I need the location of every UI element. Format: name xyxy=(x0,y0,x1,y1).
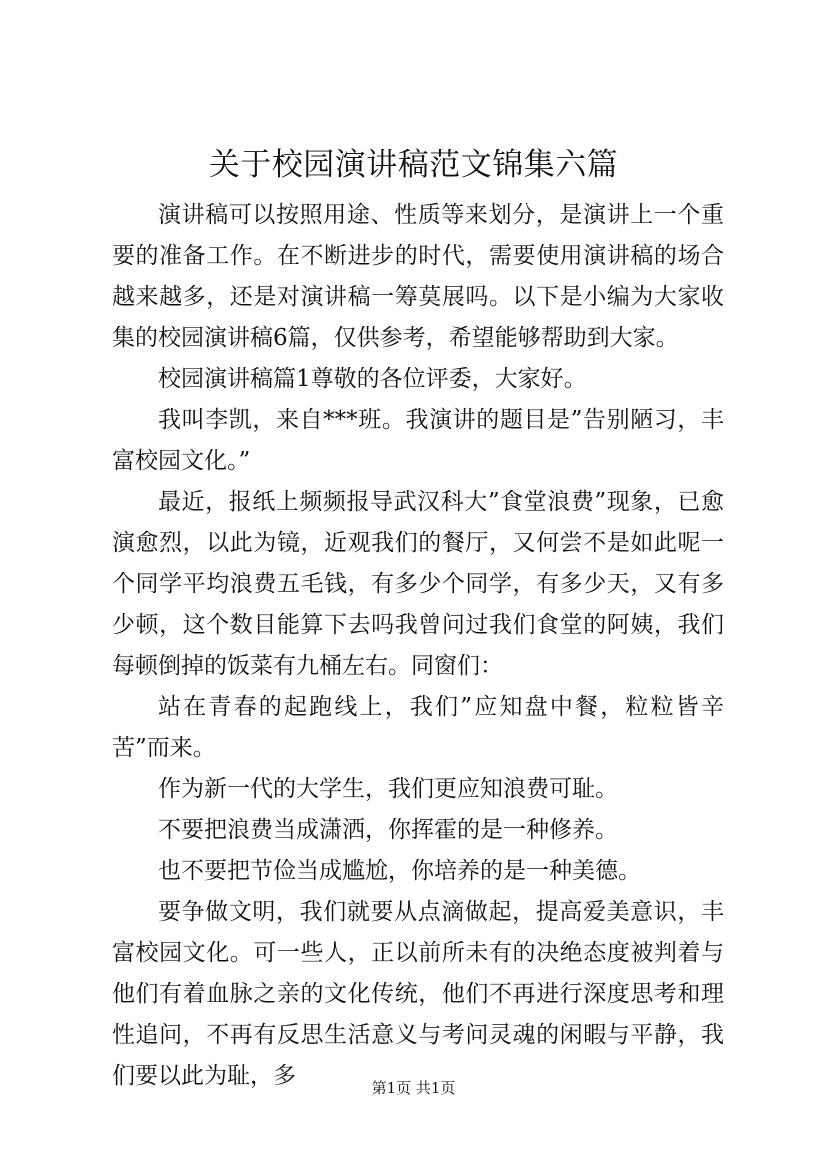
paragraph: 要争做文明，我们就要从点滴做起，提高爱美意识，丰富校园文化。可一些人，正以前所未有的决绝态度被判着与他们有着血脉之亲的文化传统，他们不再进行深度思考和理性追问，不再有反思生活意义与考问灵魂的闲暇与平静，我们要以此为耻，多 xyxy=(112,899,724,1089)
paragraph: 作为新一代的大学生，我们更应知浪费可耻。 xyxy=(158,776,618,802)
paragraph: 也不要把节俭当成尴尬，你培养的是一种美德。 xyxy=(158,858,641,884)
paragraph: 我叫李凯，来自***班。我演讲的题目是”告别陋习，丰富校园文化。” xyxy=(112,407,724,474)
document-title: 关于校园演讲稿范文锦集六篇 xyxy=(208,147,619,183)
paragraph: 校园演讲稿篇1尊敬的各位评委，大家好。 xyxy=(158,366,587,392)
page-footer: 第1页 共1页 xyxy=(371,1079,456,1097)
paragraph: 演讲稿可以按照用途、性质等来划分，是演讲上一个重要的准备工作。在不断进步的时代，需要使用演讲稿的场合越来越多，还是对演讲稿一筹莫展吗。以下是小编为大家收集的校园演讲稿6篇，仅供参考，希望能够帮助到大家。 xyxy=(112,202,724,351)
paragraph: 最近，报纸上频频报导武汉科大”食堂浪费”现象，已愈演愈烈，以此为镜，近观我们的餐厅，又何尝不是如此呢一个同学平均浪费五毛钱，有多少个同学，有多少天，又有多少顿，这个数目能算下去吗我曾问过我们食堂的阿姨，我们每顿倒掉的饭菜有九桶左右。同窗们： xyxy=(112,489,724,679)
document-body xyxy=(112,195,724,1097)
paragraph: 站在青春的起跑线上，我们”应知盘中餐，粒粒皆辛苦”而来。 xyxy=(112,694,724,761)
paragraph: 不要把浪费当成潇洒，你挥霍的是一种修养。 xyxy=(158,817,618,843)
